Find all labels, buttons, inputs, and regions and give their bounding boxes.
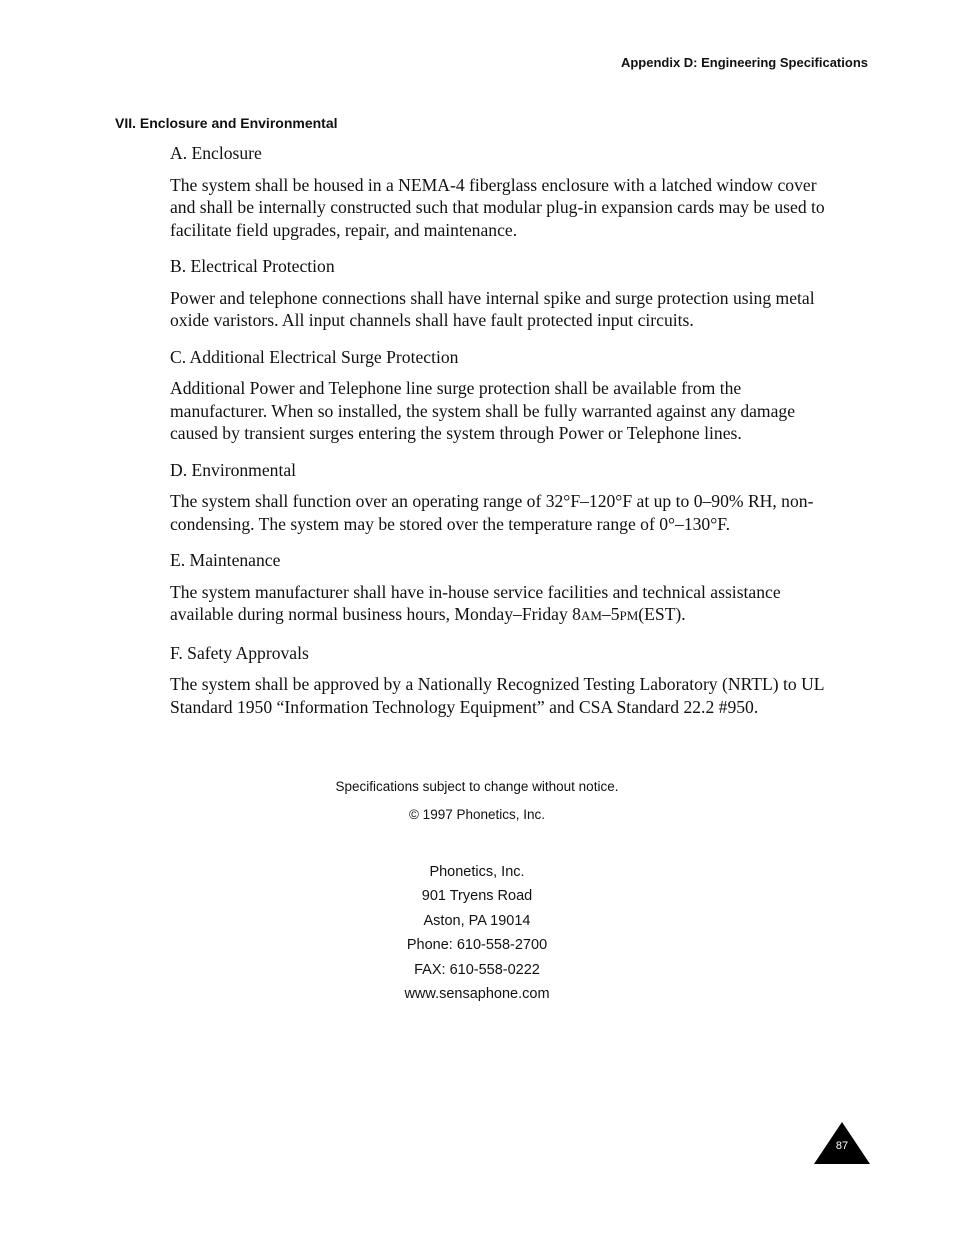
- section-heading: VII. Enclosure and Environmental: [115, 115, 338, 131]
- time-pm: PM: [619, 608, 639, 623]
- website: www.sensaphone.com: [404, 986, 550, 1003]
- paragraph: The system shall be approved by a Nationally Recognized Testing Laboratory (NRTL) to UL Standard 1950 “Information Technology Equipment” and CSA Standard 22.2 #950.: [170, 674, 824, 717]
- subsection-safety-approvals: [170, 642, 842, 719]
- paragraph: Power and telephone connections shall have internal spike and surge protection using metal oxide varistors. All input channels shall have fault protected input circuits.: [170, 287, 815, 330]
- body-content: [170, 142, 842, 732]
- phone-number: Phone: 610-558-2700: [406, 937, 548, 954]
- paragraph: The system shall function over an operating range of 32°F–120°F at up to 0–90% RH, non-condensing. The system may be stored over the temperature range of 0°–130°F.: [170, 491, 814, 534]
- running-header: Appendix D: Engineering Specifications: [620, 55, 868, 70]
- subsection-heading: A. Enclosure: [170, 143, 262, 163]
- time-range-dash: –5: [601, 604, 620, 624]
- company-address: [0, 860, 954, 1006]
- subsection-heading: C. Additional Electrical Surge Protection: [170, 346, 459, 367]
- page-number-marker: [812, 1121, 872, 1165]
- time-am: AM: [580, 608, 602, 623]
- copyright: © 1997 Phonetics, Inc.: [408, 807, 546, 822]
- address-line: 901 Tryens Road: [421, 888, 533, 905]
- time-zone: (EST).: [638, 604, 686, 624]
- fax-number: FAX: 610-558-0222: [414, 961, 540, 978]
- paragraph: The system shall be housed in a NEMA-4 fiberglass enclosure with a latched window cover and shall be internally constructed such that modular plug-in expansion cards may be used to facilitate field upgrades, repair, and maintenance.: [170, 174, 825, 240]
- subsection-maintenance: [170, 549, 842, 628]
- subsection-heading: D. Environmental: [170, 459, 297, 480]
- address-line: Aston, PA 19014: [423, 912, 531, 929]
- subsection-environmental: [170, 459, 842, 536]
- footer: [0, 778, 954, 1006]
- subsection-heading: E. Maintenance: [170, 550, 281, 570]
- page-number: 87: [835, 1140, 849, 1152]
- paragraph: Additional Power and Telephone line surge protection shall be available from the manufacturer. When so installed, the system shall be fully warranted against any damage caused by transient surges entering the system through Power or Telephone lines.: [170, 378, 796, 443]
- paragraph: [170, 581, 842, 628]
- subsection-heading: F. Safety Approvals: [170, 642, 309, 663]
- subsection-heading: B. Electrical Protection: [170, 256, 335, 276]
- subsection-enclosure: [170, 142, 842, 241]
- address-line: Phonetics, Inc.: [429, 864, 525, 880]
- change-notice: Specifications subject to change without notice.: [335, 779, 619, 794]
- subsection-surge-protection: [170, 346, 842, 445]
- subsection-electrical-protection: [170, 255, 842, 332]
- paragraph-text: The system manufacturer shall have in-house service facilities and technical assistance available during normal business hours, Monday–Friday 8: [170, 581, 781, 624]
